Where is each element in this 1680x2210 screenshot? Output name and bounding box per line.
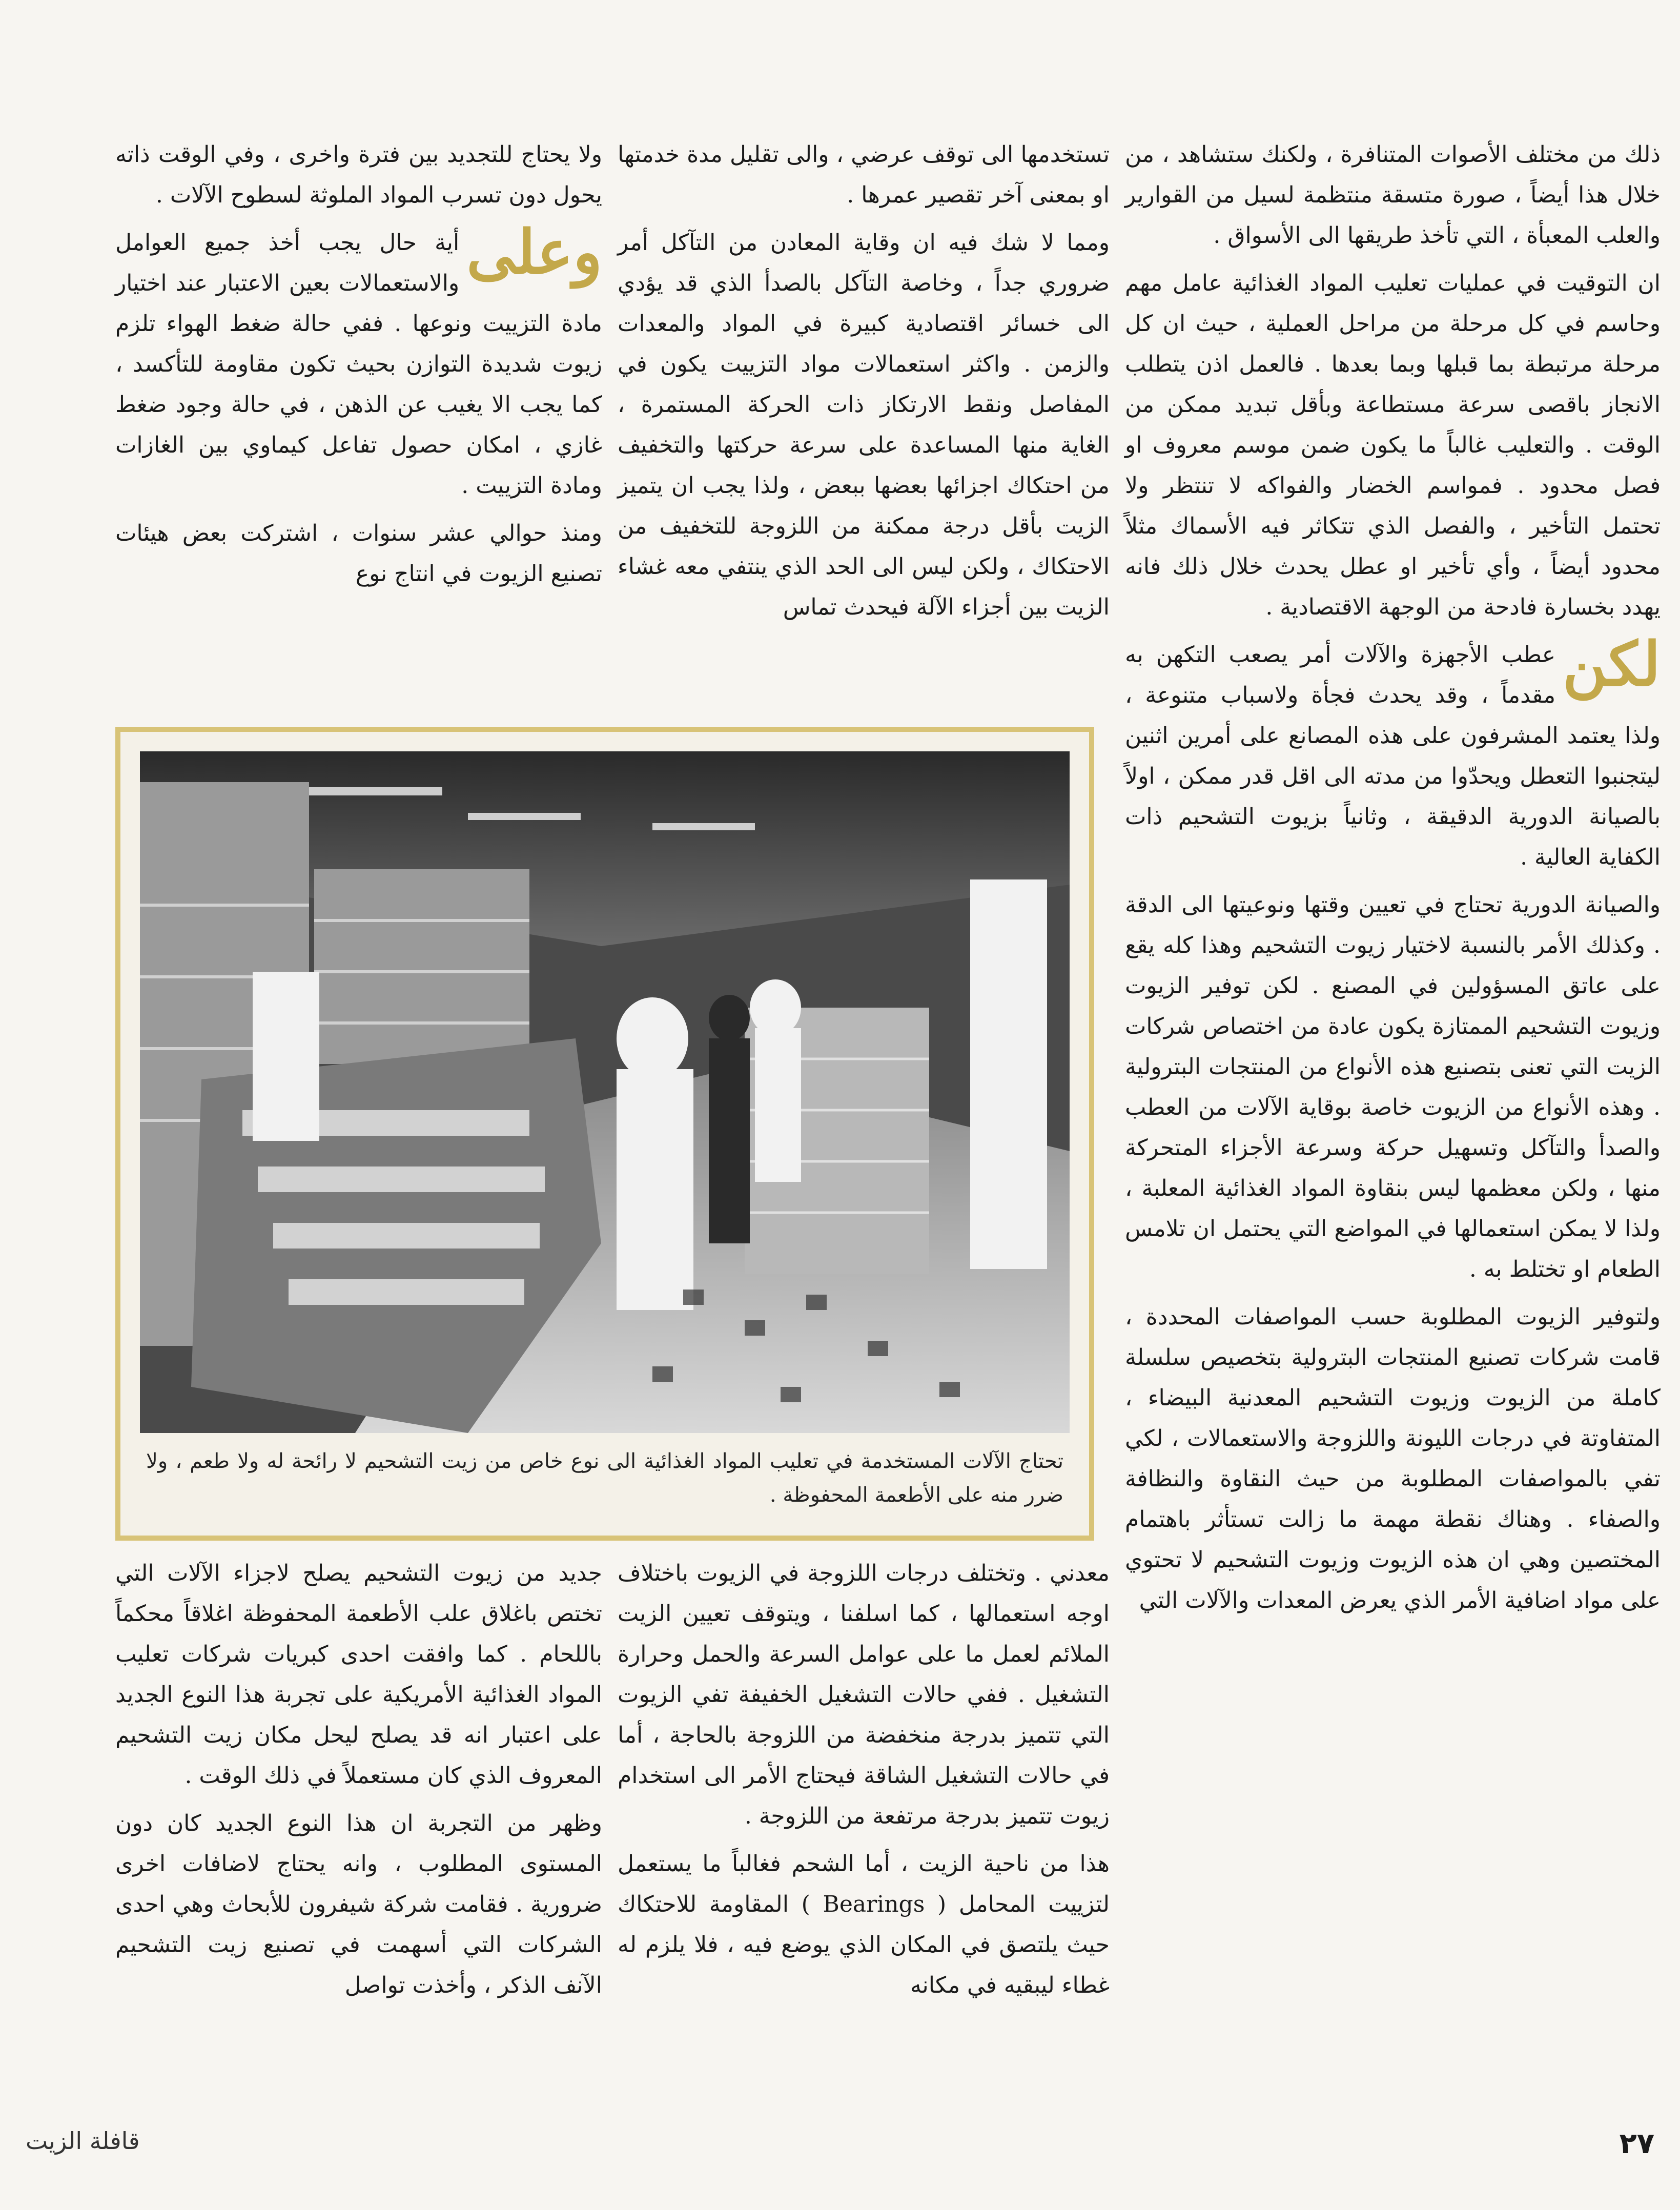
paragraph: ومما لا شك فيه ان وقاية المعادن من التآكل أمر ضروري جداً ، وخاصة التآكل بالصدأ الذي قد يؤدي الى خسائر اقتصادية كبيرة في المواد والمعدات والزمن . واكثر استعمالات مواد التزييت يكون في المفاصل ونقط الارتكاز ذات الحركة المستمرة ، الغاية منها المساعدة على سرعة حركتها والتخفيف من احتكاك اجزائها بعضها ببعض ، ولذا يجب ان يتميز الزيت بأقل درجة ممكنة من اللزوجة للتخفيف من الاحتكاك ، ولكن ليس الى الحد الذي ينتفي معه غشاء الزيت بين أجزاء الآلة فيحدث تماس [618,230,1110,620]
paragraph: ان التوقيت في عمليات تعليب المواد الغذائية عامل مهم وحاسم في كل مرحلة من مراحل العملية ، حيث ان كل مرحلة مرتبطة بما قبلها وبما بعدها . فالعمل اذن يتطلب الانجاز باقصى سرعة مستطاعة وبأقل تبديد ممكن من الوقت . والتعليب غالباً ما يكون ضمن موسم معروف او فصل محدود . فمواسم الخضار والفواكه لا تنتظر ولا تحتمل التأخير ، والفصل الذي تتكاثر فيه الأسماك مثلاً محدود أيضاً ، وأي تأخير او عطل يحدث خلال ذلك فانه يهدد بخسارة فادحة من الوجهة الاقتصادية . [1125,270,1661,620]
page-number: ٢٧ [1619,2127,1654,2160]
paragraph: ولتوفير الزيوت المطلوبة حسب المواصفات المحددة ، قامت شركات تصنيع المنتجات البترولية بتخصيص سلسلة كاملة من الزيوت وزيوت التشحيم المعدنية البيضاء ، المتفاوتة في درجات الليونة واللزوجة والاستعمالات ، لكي تفي بالمواصفات المطلوبة من حيث النقاوة والنظافة والصفاء . وهناك نقطة مهمة ما زالت تستأثر باهتمام المختصين وهي ان هذه الزيوت وزيوت التشحيم لا تحتوي على مواد اضافية الأمر الذي يعرض المعدات والآلات التي [1125,1304,1661,1613]
paragraph: ولا يحتاج للتجديد بين فترة واخرى ، وفي الوقت ذاته يحول دون تسرب المواد الملوثة لسطوح الآلات . [115,141,602,208]
dropcap-word: وعلى [466,216,602,288]
paragraph: ومنذ حوالي عشر سنوات ، اشتركت بعض هيئات تصنيع الزيوت في انتاج نوع [115,520,602,587]
magazine-name: قافلة الزيت [26,2127,140,2155]
article-column-middle-top [618,134,1110,703]
article-column-left-top [115,134,602,703]
paragraph [115,216,602,506]
paragraph-text: أية حال يجب أخذ جميع العوامل والاستعمالات بعين الاعتبار عند اختيار مادة التزييت ونوعها . ففي حالة ضغط الهواء تلزم زيوت شديدة التوازن بحيث تكون مقاومة للتأكسد ، كما يجب الا يغيب عن الذهن ، في حالة وجود ضغط غازي ، امكان حصول تفاعل كيماوي بين الغازات ومادة التزييت . [115,230,602,499]
article-column-right [1125,134,1661,2072]
paragraph: هذا من ناحية الزيت ، أما الشحم فغالباً ما يستعمل لتزييت المحامل ( Bearings ) المقاومة للاحتكاك حيث يلتصق في المكان الذي يوضع فيه ، فلا يلزم له غطاء ليبقيه في مكانه [618,1851,1110,1998]
supermarket-photo-illustration [140,751,1070,1433]
paragraph: ذلك من مختلف الأصوات المتنافرة ، ولكنك ستشاهد ، من خلال هذا أيضاً ، صورة متسقة منتظمة لسيل من القوارير والعلب المعبأة ، التي تأخذ طريقها الى الأسواق . [1125,141,1661,249]
paragraph: تستخدمها الى توقف عرضي ، والى تقليل مدة خدمتها او بمعنى آخر تقصير عمرها . [618,141,1110,208]
article-column-left-bottom [115,1553,602,2076]
paragraph: والصيانة الدورية تحتاج في تعيين وقتها ونوعيتها الى الدقة . وكذلك الأمر بالنسبة لاختيار زيوت التشحيم وهذا كله يقع على عاتق المسؤولين في المصنع . لكن توفير الزيوت وزيوت التشحيم الممتازة يكون عادة من اختصاص شركات الزيت التي تعنى بتصنيع هذه الأنواع من المنتجات البترولية . وهذه الأنواع من الزيوت خاصة بوقاية الآلات من العطب والصدأ والتآكل وتسهيل حركة وسرعة الأجزاء المتحركة منها ، ولكن معظمها ليس بنقاوة المواد الغذائية المعلبة ، ولذا لا يمكن استعمالها في المواضع التي يحتمل ان تلامس الطعام او تختلط به . [1125,892,1661,1282]
photo-caption: تحتاج الآلات المستخدمة في تعليب المواد الغذائية الى نوع خاص من زيت التشحيم لا رائحة له ولا طعم ، ولا ضرر منه على الأطعمة المحفوظة . [146,1449,1063,1507]
paragraph-text: عطب الأجهزة والآلات أمر يصعب التكهن به مقدماً ، وقد يحدث فجأة ولاسباب متنوعة ، ولذا يعتمد المشرفون على هذه المصانع على أمرين اثنين ليتجنبوا التعطل ويحدّوا من مدته الى اقل قدر ممكن ، اولاً بالصيانة الدورية الدقيقة ، وثانياً بزيوت التشحيم ذات الكفاية العالية . [1125,642,1661,870]
paragraph: وظهر من التجربة ان هذا النوع الجديد كان دون المستوى المطلوب ، وانه يحتاج لاضافات اخرى ضرورية . فقامت شركة شيفرون للأبحاث وهي احدى الشركات التي أسهمت في تصنيع زيت التشحيم الآنف الذكر ، وأخذت تواصل [115,1810,602,1998]
paragraph: جديد من زيوت التشحيم يصلح لاجزاء الآلات التي تختص باغلاق علب الأطعمة المحفوظة اغلاقاً محكماً باللحام . كما وافقت احدى كبريات شركات تعليب المواد الغذائية الأمريكية على تجربة هذا النوع الجديد على اعتبار انه قد يصلح ليحل مكان زيت التشحيم المعروف الذي كان مستعملاً في ذلك الوقت . [115,1560,602,1789]
supermarket-photo [140,751,1070,1433]
dropcap-word: لكن [1563,628,1661,700]
paragraph [1125,628,1661,877]
photo-figure [115,727,1094,1541]
paragraph: معدني . وتختلف درجات اللزوجة في الزيوت باختلاف اوجه استعمالها ، كما اسلفنا ، ويتوقف تعيين الزيت الملائم لعمل ما على عوامل السرعة والحمل وحرارة التشغيل . ففي حالات التشغيل الخفيفة تفي الزيوت التي تتميز بدرجة منخفضة من اللزوجة بالحاجة ، أما في حالات التشغيل الشاقة فيحتاج الأمر الى استخدام زيوت تتميز بدرجة مرتفعة من اللزوجة . [618,1560,1110,1829]
article-column-middle-bottom [618,1553,1110,2076]
